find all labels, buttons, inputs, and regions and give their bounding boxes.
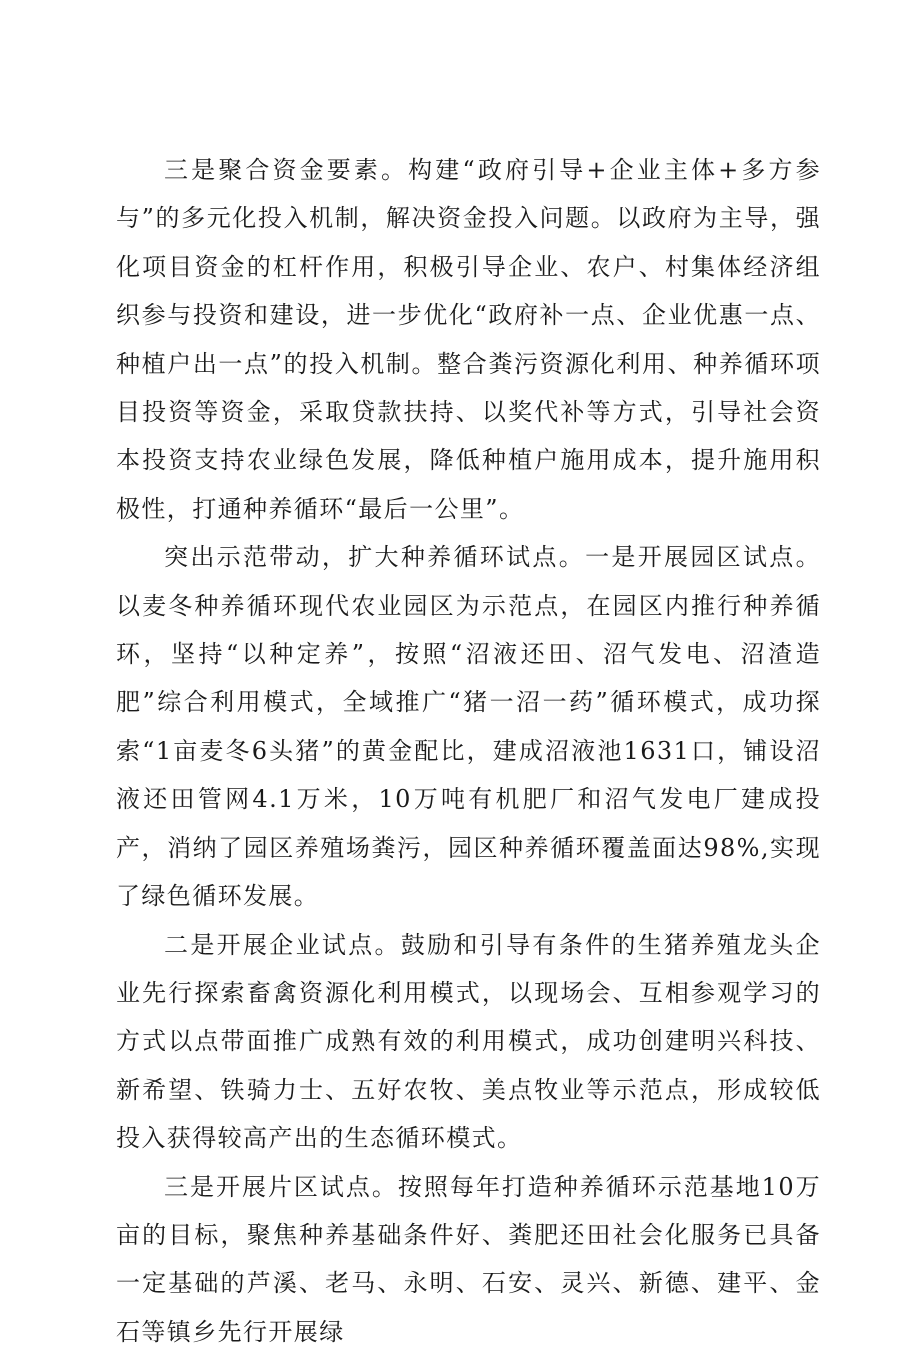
paragraph-enterprise-pilot: 二是开展企业试点。鼓励和引导有条件的生猪养殖龙头企业先行探索畜禽资源化利用模式，以现场会、互相参观学习的方式以点带面推广成熟有效的利用模式，成功创建明兴科技、新希望、铁骑力士、五好农牧、美点牧业等示范点，形成较低投入获得较高产出的生态循环模式。 [116, 930, 821, 1153]
document-body [116, 146, 821, 1356]
paragraph-area-pilot: 三是开展片区试点。按照每年打造种养循环示范基地10万亩的目标，聚焦种养基础条件好、粪肥还田社会化服务已具备一定基础的芦溪、老马、永明、石安、灵兴、新德、建平、金石等镇乡先行开展绿 [116, 1172, 821, 1346]
paragraph-funding: 三是聚合资金要素。构建“政府引导+企业主体+多方参与”的多元化投入机制，解决资金投入问题。以政府为主导，强化项目资金的杠杆作用，积极引导企业、农户、村集体经济组织参与投资和建设，进一步优化“政府补一点、企业优惠一点、种植户出一点”的投入机制。整合粪污资源化利用、种养循环项目投资等资金，采取贷款扶持、以奖代补等方式，引导社会资本投资支持农业绿色发展，降低种植户施用成本，提升施用积极性，打通种养循环“最后一公里”。 [116, 156, 821, 523]
paragraph-demonstration: 突出示范带动，扩大种养循环试点。一是开展园区试点。以麦冬种养循环现代农业园区为示范点，在园区内推行种养循环，坚持“以种定养”，按照“沼液还田、沼气发电、沼渣造肥”综合利用模式，全域推广“猪一沼一药”循环模式，成功探索“1亩麦冬6头猪”的黄金配比，建成沼液池1631口，铺设沼液还田管网4.1万米，10万吨有机肥厂和沼气发电厂建成投产，消纳了园区养殖场粪污，园区种养循环覆盖面达98%,实现了绿色循环发展。 [116, 543, 821, 911]
